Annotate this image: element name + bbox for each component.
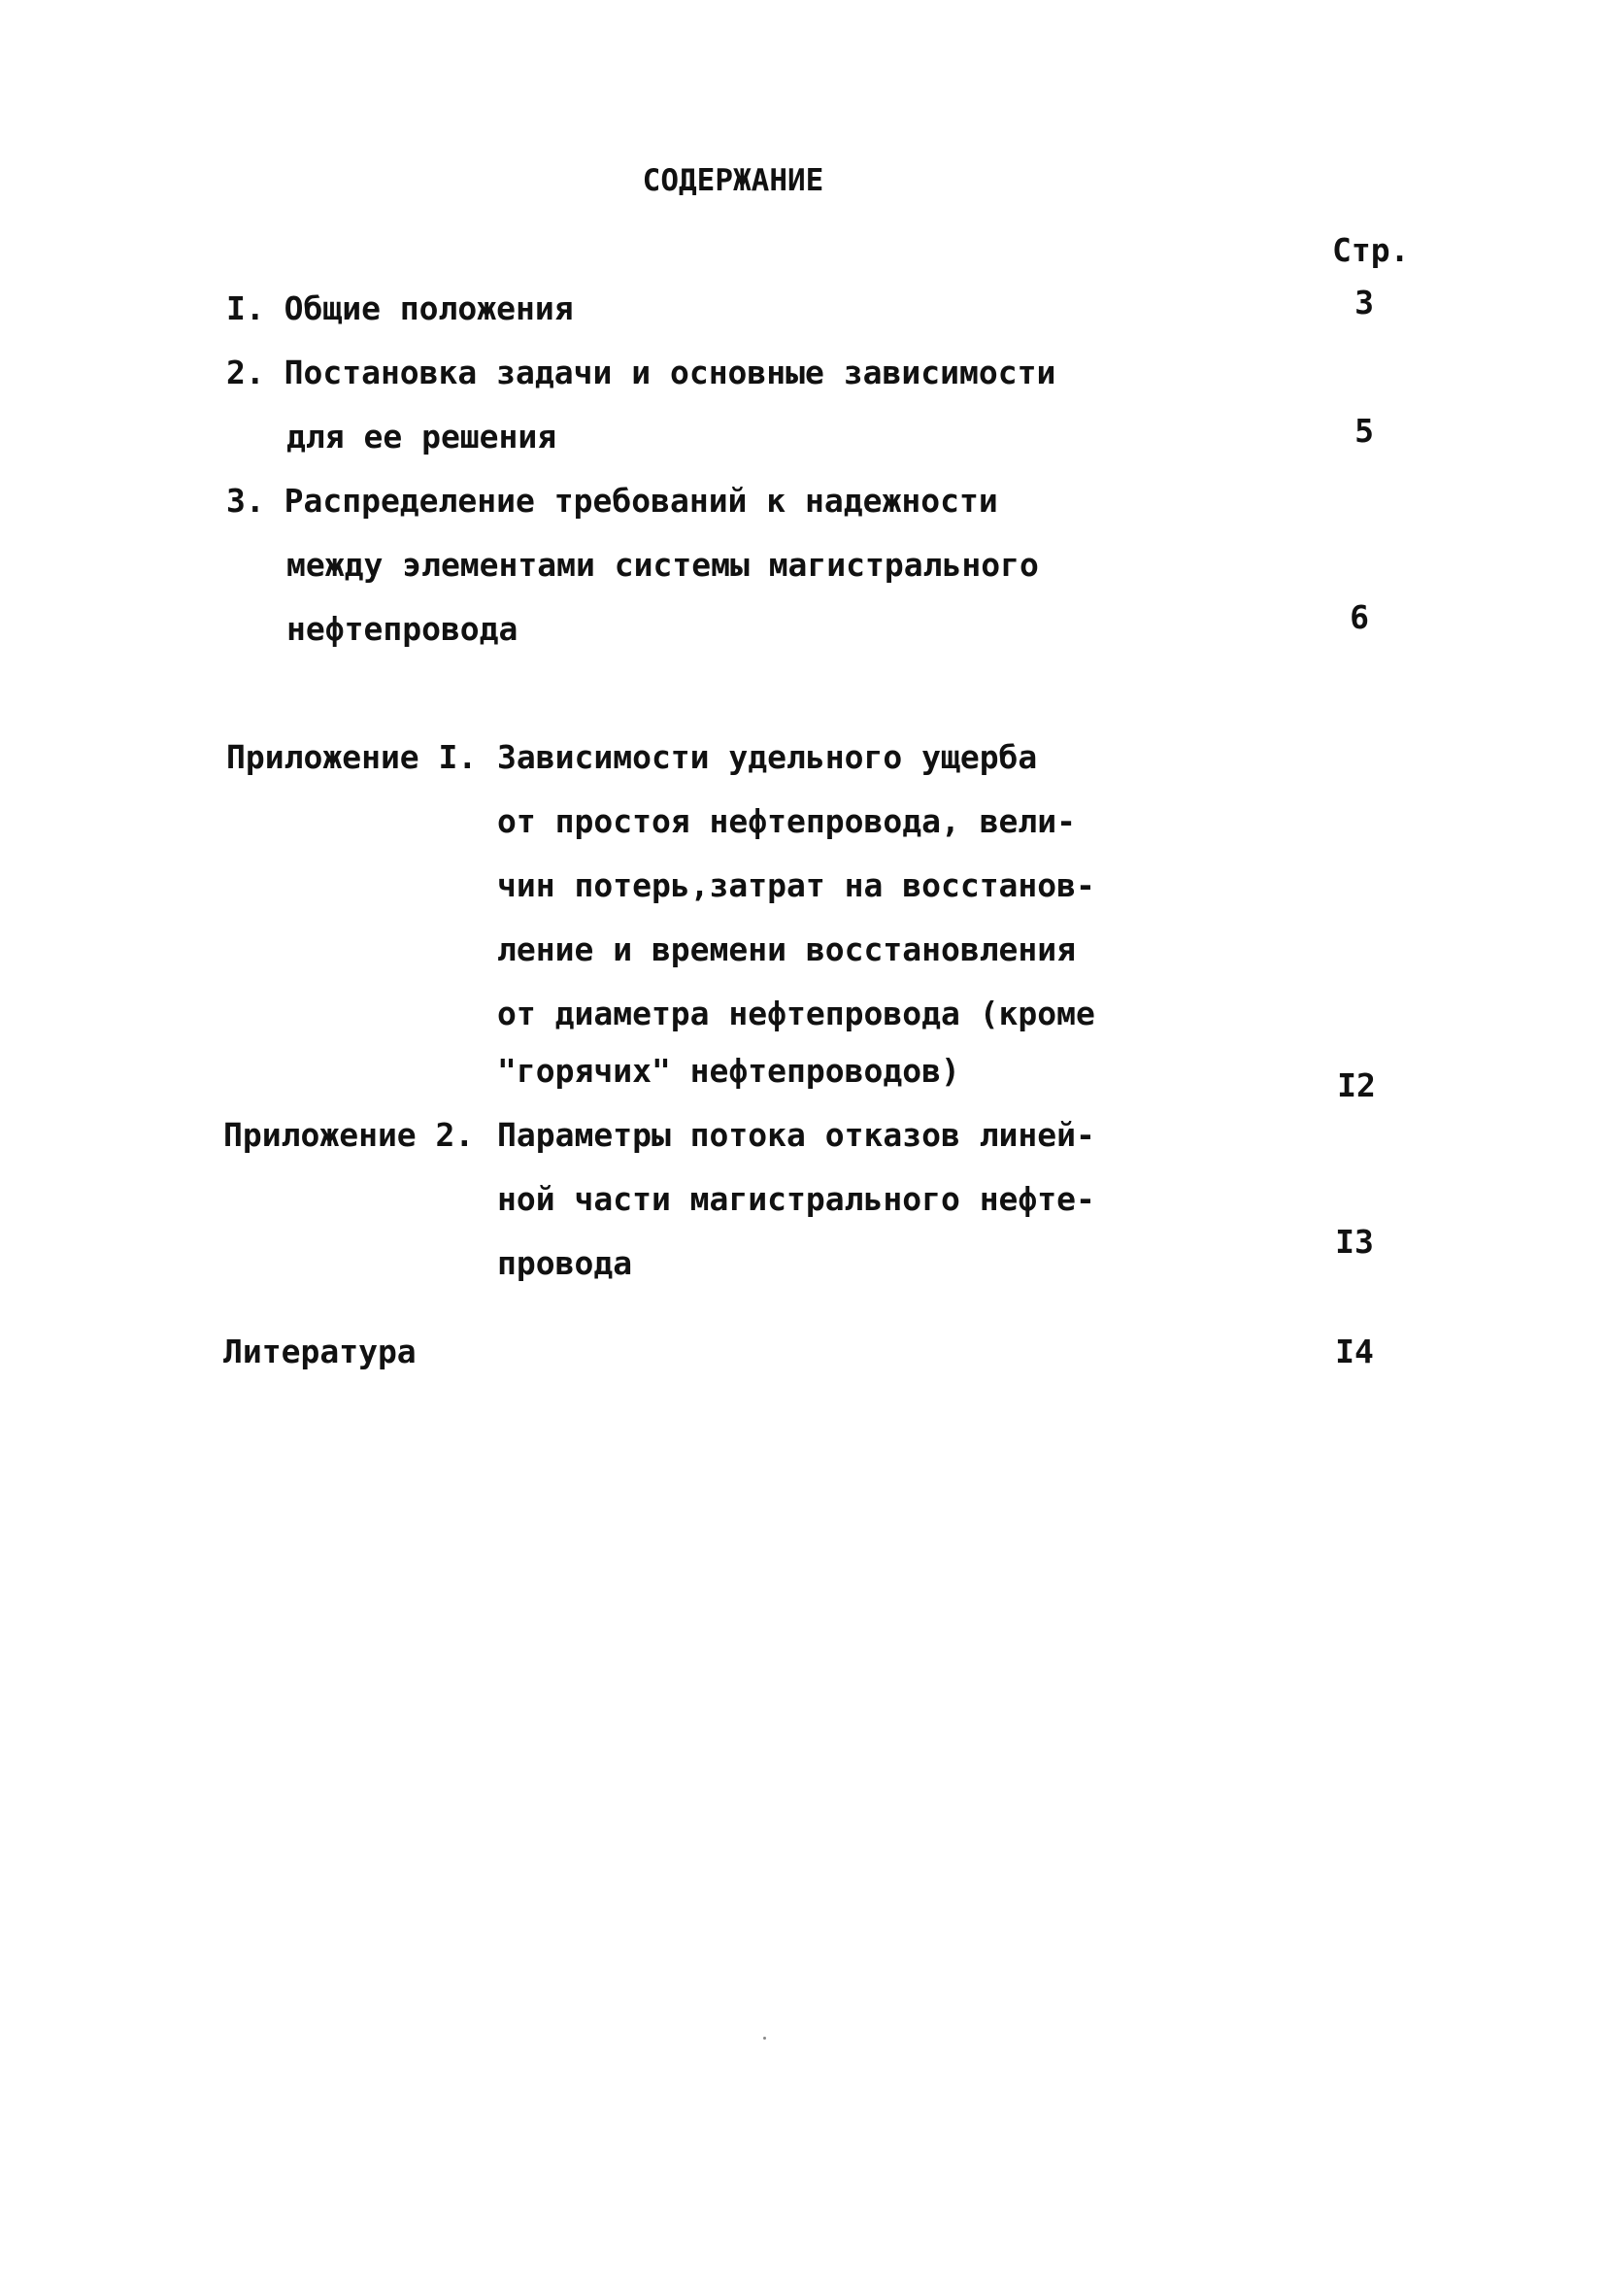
toc-appendix-1-line-1: Зависимости удельного ущерба [497,738,1038,776]
toc-section-2-line-1: 2. Постановка задачи и основные зависимости [226,354,1056,391]
toc-appendix-1-line-5: от диаметра нефтепровода (кроме [497,995,1095,1032]
toc-literature-label: Литература [223,1333,417,1370]
toc-literature-page: I4 [1335,1333,1374,1370]
toc-section-1-page: 3 [1354,284,1374,321]
toc-appendix-2-line-2: ной части магистрального нефте- [497,1180,1095,1218]
toc-section-3-page: 6 [1350,598,1369,636]
toc-section-3-line-2: между элементами системы магистрального [286,546,1039,584]
toc-appendix-1-line-2: от простоя нефтепровода, вели- [497,802,1077,840]
scan-speck [763,2037,766,2040]
toc-appendix-1-label: Приложение I. [226,738,478,776]
toc-section-3-line-1: 3. Распределение требований к надежности [226,482,998,520]
toc-section-1-line-1: I. Общие положения [226,289,574,327]
page-title: СОДЕРЖАНИЕ [642,163,824,198]
toc-appendix-2-line-1: Параметры потока отказов линей- [497,1116,1095,1154]
page-column-label: Стр. [1332,231,1410,269]
toc-section-2-page: 5 [1354,412,1374,450]
toc-appendix-1-page: I2 [1337,1066,1376,1104]
toc-appendix-2-label: Приложение 2. [223,1116,475,1154]
toc-appendix-1-line-3: чин потерь,затрат на восстанов- [497,866,1095,904]
toc-appendix-2-page: I3 [1335,1223,1374,1261]
toc-appendix-1-line-6: "горячих" нефтепроводов) [497,1052,960,1090]
toc-appendix-1-line-4: ление и времени восстановления [497,930,1077,968]
toc-appendix-2-line-3: провода [497,1244,633,1282]
toc-section-3-line-3: нефтепровода [286,610,518,648]
toc-section-2-line-2: для ее решения [286,418,557,456]
